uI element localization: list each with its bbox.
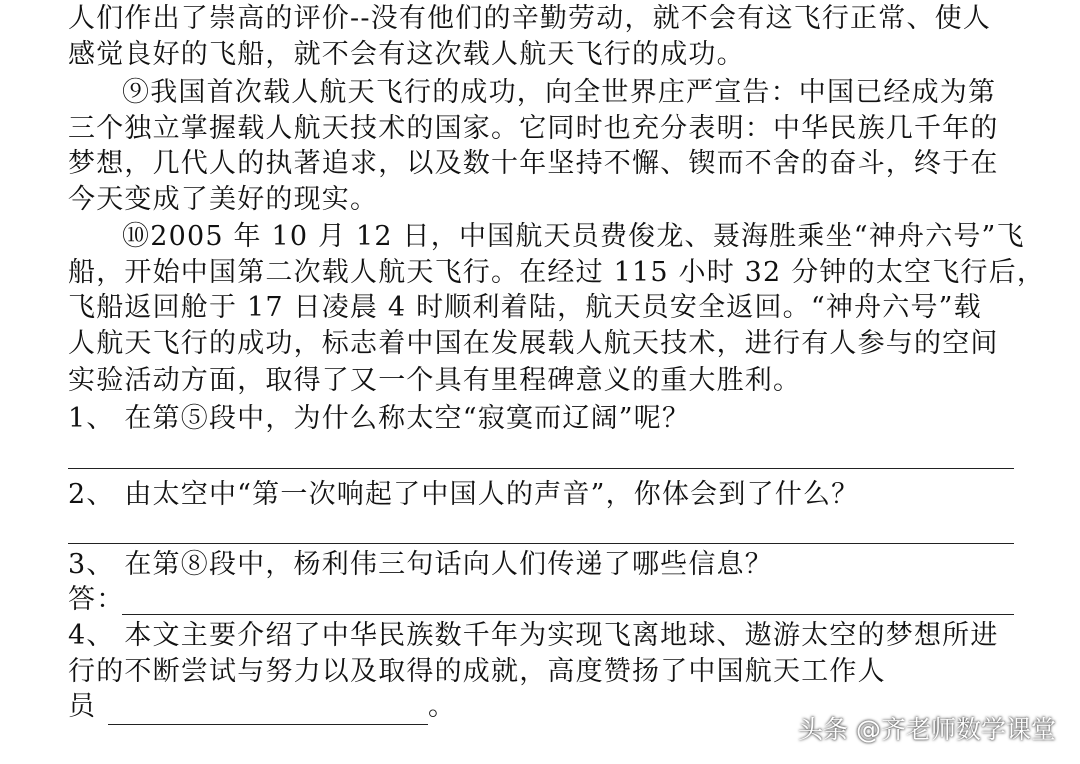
- watermark: 头条 @齐老师数学课堂: [798, 715, 1056, 744]
- question-4-end: 。: [428, 691, 457, 722]
- passage-line: 感觉良好的飞船，就不会有这次载人航天飞行的成功。: [68, 39, 745, 70]
- passage-line: 飞船返回舱于 17 日凌晨 4 时顺利着陆，航天员安全返回。“神舟六号”载: [68, 292, 982, 323]
- question-3: 3、 在第⑧段中，杨利伟三句话向人们传递了哪些信息？: [68, 549, 773, 580]
- question-4-line: 行的不断尝试与努力以及取得的成就，高度赞扬了中国航天工作人: [68, 656, 886, 687]
- question-4-line: 4、 本文主要介绍了中华民族数千年为实现飞离地球、遨游太空的梦想所进: [68, 620, 999, 651]
- paragraph-9-line: ⑨我国首次载人航天飞行的成功，向全世界庄严宣告：中国已经成为第: [122, 77, 997, 108]
- answer-label: 答：: [68, 584, 125, 615]
- answer-line-3[interactable]: [122, 614, 1014, 615]
- passage-line: 人航天飞行的成功，标志着中国在发展载人航天技术，进行有人参与的空间: [68, 328, 999, 359]
- answer-line-1[interactable]: [68, 468, 1014, 469]
- passage-line: 人们作出了崇高的评价--没有他们的辛勤劳动，就不会有这飞行正常、使人: [68, 3, 992, 34]
- passage-line: 实验活动方面，取得了又一个具有里程碑意义的重大胜利。: [68, 365, 802, 396]
- answer-line-2[interactable]: [68, 543, 1014, 544]
- passage-line: 梦想，几代人的执著追求，以及数十年坚持不懈、锲而不舍的奋斗，终于在: [68, 148, 999, 179]
- question-1: 1、 在第⑤段中，为什么称太空“寂寞而辽阔”呢？: [68, 403, 691, 434]
- passage-line: 三个独立掌握载人航天技术的国家。它同时也充分表明：中华民族几千年的: [68, 113, 999, 144]
- paragraph-10-line: ⑩2005 年 10 月 12 日，中国航天员费俊龙、聂海胜乘坐“神舟六号”飞: [122, 221, 1025, 252]
- answer-line-4[interactable]: [108, 724, 428, 725]
- passage-line: 今天变成了美好的现实。: [68, 184, 379, 215]
- passage-line: 船，开始中国第二次载人航天飞行。在经过 115 小时 32 分钟的太空飞行后，: [68, 257, 1046, 288]
- question-2: 2、 由太空中“第一次响起了中国人的声音”，你体会到了什么？: [68, 479, 860, 510]
- question-4-line: 员: [68, 691, 97, 722]
